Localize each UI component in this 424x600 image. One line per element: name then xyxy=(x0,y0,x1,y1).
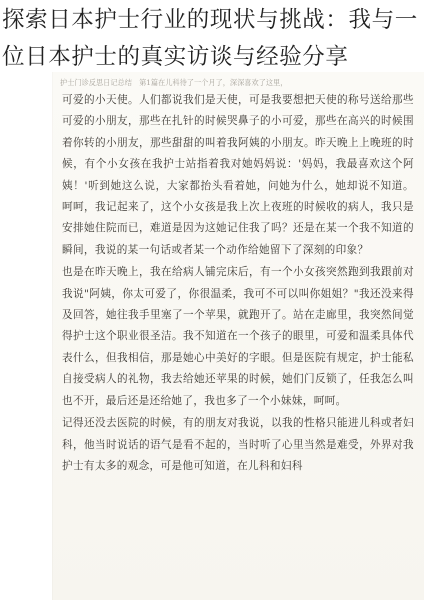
paragraph-1: 可爱的小天使。人们都说我们是天使，可是我要想把天使的称号送给那些可爱的小朋友，那些在扎针的时候哭鼻子的小可爱，那些在高兴的时候围着你转的小朋友，那些甜甜的叫着我阿姨的小朋友。昨天晚上上晚班的时候，有个小女孩在我护士站指着我对她妈妈说：'妈妈，我最喜欢这个阿姨！'听到她这么说，大家都抬头看着她，问她为什么，她却说不知道。呵呵，我记起来了，这个小女孩是我上次上夜班的时候收的病人，我只是安排她住院而已，难道是因为这她记住我了吗？还是在某一个我不知道的瞬间，我说的某一句话或者某一个动作给她留下了深刻的印象？ xyxy=(62,94,414,256)
page-title: 探索日本护士行业的现状与挑战：我与一位日本护士的真实访谈与经验分享 xyxy=(2,7,418,70)
paragraph-2: 也是在昨天晚上，我在给病人铺完床后，有一个小女孩突然跑到我跟前对我说"阿姨，你太可爱了，你很温柔，我可不可以叫你姐姐？"我还没来得及回答，她往我手里塞了一个苹果，就跑开了。站在走廊里，我突然间觉得护士这个职业很圣洁。我不知道在一个孩子的眼里，可爱和温柔具体代表什么，但我相信，那是她心中美好的字眼。但是医院有规定，护士能私自接受病人的礼物，我去给她还苹果的时候，她们门反锁了，任我怎么叫也不开，最后还是还给她了，我也多了一个小妹妹，呵呵。 xyxy=(62,266,414,407)
paragraph-3: 记得还没去医院的时候，有的朋友对我说，以我的性格只能进儿科或者妇科，他当时说话的语气是看不起的，当时听了心里当然是难受，外界对我护士有太多的观念，可是他可知道，在儿科和妇科 xyxy=(62,417,414,472)
document-body xyxy=(62,90,414,477)
document-header-line: 护士门诊反思日记总结 第1篇在儿科待了一个月了，深深喜欢了这里， xyxy=(60,78,288,87)
scanned-document xyxy=(52,72,424,600)
